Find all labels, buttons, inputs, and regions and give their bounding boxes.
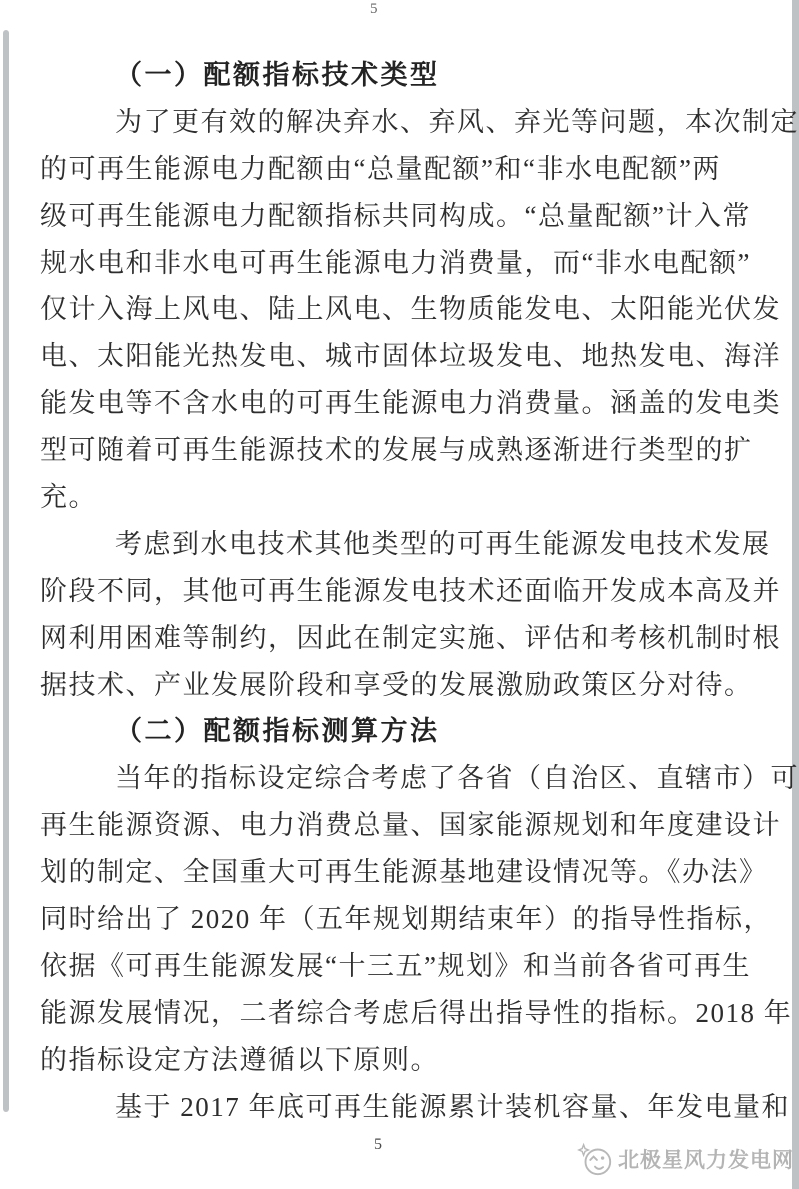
text-line: 的指标设定方法遵循以下原则。 bbox=[40, 1044, 439, 1075]
text-line: 的可再生能源电力配额由“总量配额”和“非水电配额”两 bbox=[40, 153, 721, 184]
text-line: 电、太阳能光热发电、城市固体垃圾发电、地热发电、海洋 bbox=[40, 341, 781, 372]
text-line: 型可随着可再生能源技术的发展与成熟逐渐进行类型的扩 bbox=[40, 435, 753, 466]
section-heading: （二）配额指标测算方法 bbox=[115, 716, 440, 747]
text-line: 再生能源资源、电力消费总量、国家能源规划和年度建设计 bbox=[40, 810, 781, 841]
document-body bbox=[40, 52, 799, 1130]
text-line: 仅计入海上风电、陆上风电、生物质能发电、太阳能光伏发 bbox=[40, 294, 781, 325]
text-line: 规水电和非水电可再生能源电力消费量，而“非水电配额” bbox=[40, 247, 751, 278]
mascot-face-icon bbox=[576, 1140, 614, 1178]
text-line: 能源发展情况，二者综合考虑后得出指导性的指标。2018 年 bbox=[40, 997, 793, 1028]
scan-edge-right bbox=[792, 0, 799, 1189]
text-line: 据技术、产业发展阶段和享受的发展激励政策区分对待。 bbox=[40, 669, 753, 700]
text-line: 基于 2017 年底可再生能源累计装机容量、年发电量和 bbox=[115, 1091, 790, 1122]
text-line: 充。 bbox=[40, 482, 97, 513]
page-number-top: 5 bbox=[370, 1, 378, 17]
text-line: 考虑到水电技术其他类型的可再生能源发电技术发展 bbox=[115, 528, 771, 559]
watermark-text: 北极星风力发电网 bbox=[618, 1149, 794, 1172]
text-line: 能发电等不含水电的可再生能源电力消费量。涵盖的发电类 bbox=[40, 388, 781, 419]
watermark bbox=[576, 1140, 794, 1178]
page-number-bottom: 5 bbox=[374, 1136, 382, 1153]
text-line: 划的制定、全国重大可再生能源基地建设情况等。《办法》 bbox=[40, 857, 768, 888]
text-line: 阶段不同，其他可再生能源发电技术还面临开发成本高及并 bbox=[40, 575, 781, 606]
text-line: 为了更有效的解决弃水、弃风、弃光等问题，本次制定 bbox=[115, 106, 799, 137]
scan-edge-left bbox=[3, 30, 9, 1112]
text-line: 同时给出了 2020 年（五年规划期结束年）的指导性指标， bbox=[40, 904, 772, 935]
text-line: 依据《可再生能源发展“十三五”规划》和当前各省可再生 bbox=[40, 950, 751, 981]
text-line: 网利用困难等制约，因此在制定实施、评估和考核机制时根 bbox=[40, 622, 781, 653]
section-heading: （一）配额指标技术类型 bbox=[115, 60, 440, 90]
text-line: 级可再生能源电力配额指标共同构成。“总量配额”计入常 bbox=[40, 200, 751, 231]
text-line: 当年的指标设定综合考虑了各省（自治区、直辖市）可 bbox=[115, 763, 799, 794]
